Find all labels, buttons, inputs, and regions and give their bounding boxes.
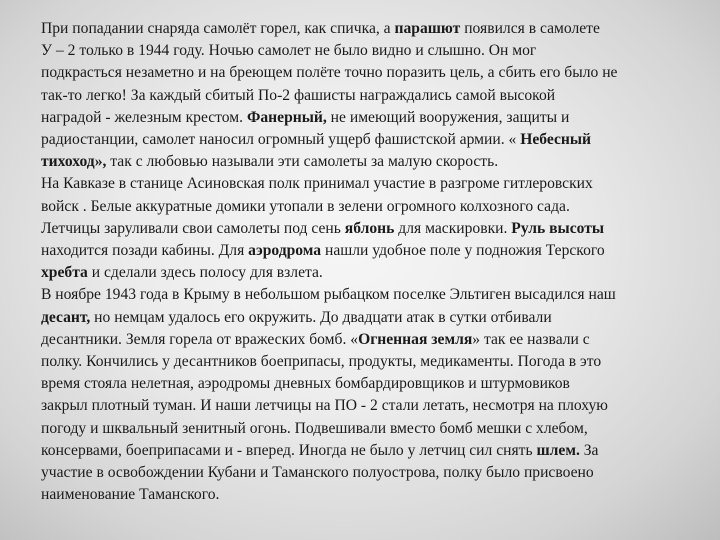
text-line [41,484,713,506]
text-run: время стояла нелетная, аэродромы дневных бомбардировщиков и штурмовиков [41,375,570,393]
text-run: наименование Таманского. [41,486,220,504]
text-run: но немцам удалось его окружить. До двадцати атак в сутки отбивали [90,308,552,326]
bold-term: тихоход», [41,153,107,171]
text-run: закрыл плотный туман. И наши летчицы на ПО - 2 стали летать, несмотря на плохую [41,397,608,415]
bold-term: Руль высоты [511,219,605,237]
text-line [41,373,713,395]
text-run: полку. Кончились у десантников боеприпасы, продукты, медикаменты. Погода в это [41,353,602,371]
text-line [41,62,713,84]
text-run: В ноябре 1943 года в Крыму в небольшом рыбацком поселке Эльтиген высадился наш [41,286,616,304]
text-run: нашли удобное поле у подножия Терского [321,242,605,260]
text-line [41,173,713,195]
text-run: У – 2 только в 1944 году. Ночью самолет не было видно и слышно. Он мог [41,42,537,60]
text-line [41,262,713,284]
text-line [41,196,713,218]
text-line [41,218,713,240]
text-line [41,351,713,373]
bold-term: аэродрома [248,242,322,260]
bold-term: Огненная земля [358,330,473,348]
text-run: не имеющий вооружения, защиты и [326,108,570,126]
text-run: войск . Белые аккуратные домики утопали в зелени огромного колхозного сада. [41,197,570,215]
text-line [41,307,713,329]
text-run: Летчицы заруливали свои самолеты под сень [41,219,345,237]
bold-term: парашют [394,20,461,37]
text-line [41,129,713,151]
text-line [41,151,713,173]
text-run: подкрасться незаметно и на бреющем полёте точно поразить цель, а сбить его было не [41,64,618,82]
text-run: появился в самолете [460,20,600,37]
text-run: радиостанции, самолет наносил огромный ущерб фашистской армии. « [41,131,521,149]
text-line [41,18,713,40]
text-line [41,240,713,262]
body-text [41,18,713,506]
text-line [41,440,713,462]
bold-term: хребта [41,264,88,282]
text-run: десантники. Земля горела от вражеских бомб. « [41,330,359,348]
text-run: наградой - железным крестом. [41,108,247,126]
bold-term: яблонь [344,219,395,237]
text-run: консервами, боеприпасами и - вперед. Иногда не было у летчиц сил снять [41,441,537,459]
text-run: для маскировки. [394,219,512,237]
text-run: так с любовью называли эти самолеты за малую скорость. [106,153,499,171]
text-run: погоду и шквальный зенитный огонь. Подвешивали вместо бомб мешки с хлебом, [41,419,588,437]
bold-term: десант, [41,308,91,326]
bold-term: шлем. [536,441,580,459]
text-line [41,107,713,129]
text-line [41,85,713,107]
text-run: участие в освобождении Кубани и Таманского полуострова, полку было присвоено [41,464,594,482]
text-line [41,462,713,484]
bold-term: Фанерный, [246,108,327,126]
text-line [41,395,713,417]
text-line [41,40,713,62]
text-line [41,329,713,351]
text-line [41,418,713,440]
bold-term: Небесный [520,131,592,149]
text-run: так-то легко! За каждый сбитый По-2 фашисты награждались самой высокой [41,86,556,104]
text-run: находится позади кабины. Для [41,242,249,260]
text-run: » так ее назвали с [472,330,590,348]
text-run: При попадании снаряда самолёт горел, как спичка, а [41,20,395,37]
text-line [41,284,713,306]
text-run: и сделали здесь полосу для взлета. [87,264,323,282]
text-run: На Кавказе в станице Асиновская полк принимал участие в разгроме гитлеровских [41,175,593,193]
text-run: За [579,441,599,459]
